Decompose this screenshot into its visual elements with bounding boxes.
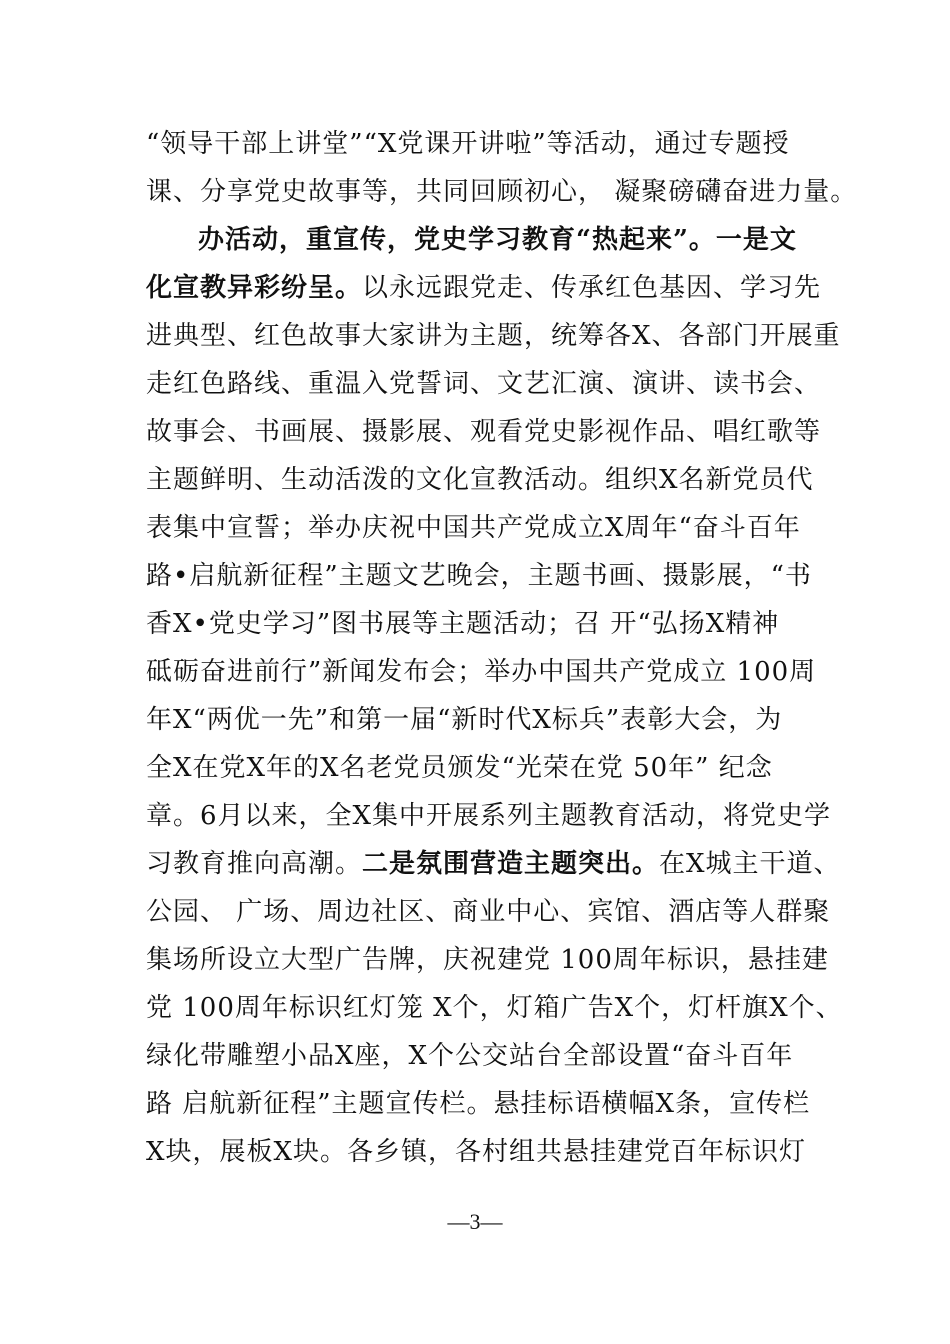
text-line: 绿化带雕塑小品X座，X个公交站台全部设置“奋斗百年 (146, 1041, 794, 1071)
text-run: 在X城主干道、 (659, 849, 841, 879)
text-line: 年X“两优一先”和第一届“新时代X标兵”表彰大会，为 (146, 705, 783, 735)
text-line: “领导干部上讲堂”“X党课开讲啦”等活动，通过专题授 (146, 129, 790, 159)
text-line: 公园、 广场、周边社区、商业中心、宾馆、酒店等人群聚 (146, 897, 831, 927)
text-line: 走红色路线、重温入党誓词、文艺汇演、演讲、读书会、 (146, 369, 822, 399)
text-line: 路 启航新征程”主题宣传栏。悬挂标语横幅X条，宣传栏 (146, 1089, 811, 1119)
text-line: 党 100周年标识红灯笼 X个，灯箱广告X个，灯杆旗X个、 (146, 993, 843, 1023)
text-line: 路•启航新征程”主题文艺晚会，主题书画、摄影展，“书 (146, 561, 812, 591)
subheading-atmosphere: 二是氛围营造主题突出。 (362, 849, 660, 879)
section-heading: 办活动，重宣传，党史学习教育“热起来”。一是文 (198, 225, 797, 255)
text-line: 集场所设立大型广告牌，庆祝建党 100周年标识，悬挂建 (146, 945, 829, 975)
text-line: X块，展板X块。各乡镇，各村组共悬挂建党百年标识灯 (146, 1137, 807, 1167)
text-line: 香X•党史学习”图书展等主题活动；召 开“弘扬X精神 (146, 609, 780, 639)
text-run: 以永远跟党走、传承红色基因、学习先 (362, 273, 822, 303)
section-heading-line (198, 216, 898, 264)
text-line: 砥砺奋进前行”新闻发布会；举办中国共产党成立 100周 (146, 657, 817, 687)
text-line (146, 840, 846, 888)
text-line (146, 264, 846, 312)
text-line: 进典型、红色故事大家讲为主题，统筹各X、各部门开展重 (146, 321, 841, 351)
page-number: —3— (447, 1209, 503, 1234)
text-line: 课、分享党史故事等，共同回顾初心， 凝聚磅礴奋进力量。 (146, 177, 858, 207)
text-line: 表集中宣誓；举办庆祝中国共产党成立X周年“奋斗百年 (146, 513, 801, 543)
text-run: 习教育推向高潮。 (146, 849, 363, 879)
text-line: 全X在党X年的X名老党员颁发“光荣在党 50年” 纪念 (146, 753, 773, 783)
text-line: 章。6月以来，全X集中开展系列主题教育活动，将党史学 (146, 801, 832, 831)
text-line: 主题鲜明、生动活泼的文化宣教活动。组织X名新党员代 (146, 465, 814, 495)
text-line: 故事会、书画展、摄影展、观看党史影视作品、唱红歌等 (146, 417, 822, 447)
subheading-cultural-education: 化宣教异彩纷呈。 (146, 273, 363, 303)
